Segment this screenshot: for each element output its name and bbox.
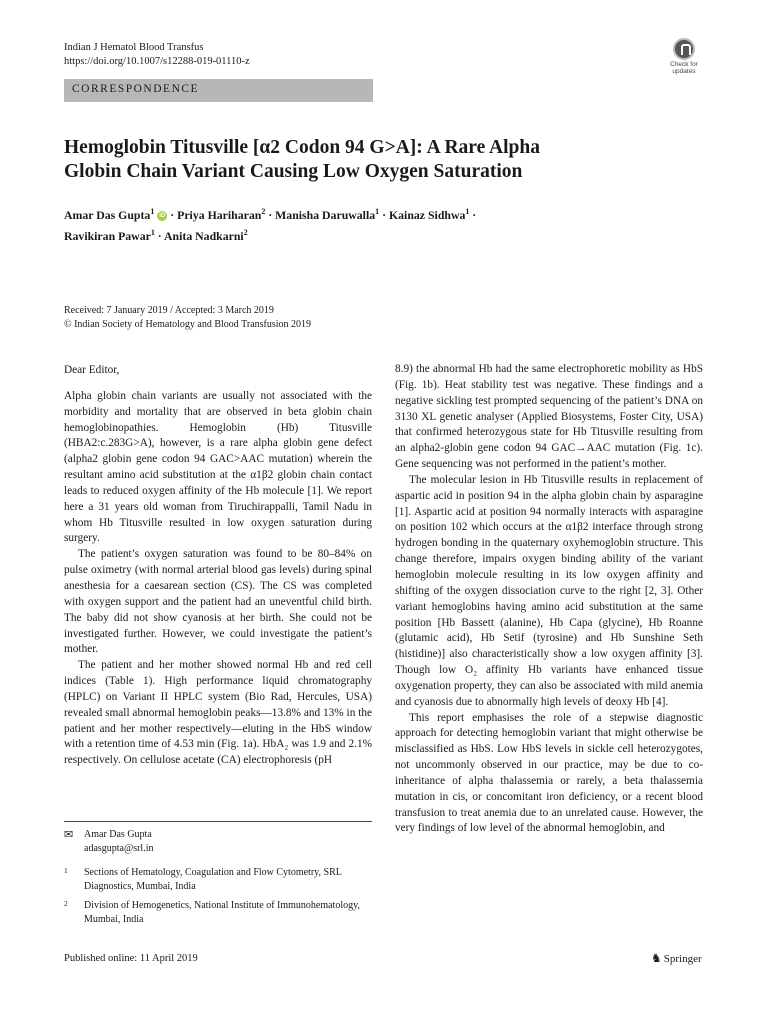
author-name: Amar Das Gupta <box>64 207 151 222</box>
paragraph: 8.9) the abnormal Hb had the same electrophoretic mobility as HbS (Fig. 1b). Heat stability test was negative. These findings and a negative sickling test prompted sequencing of the patient’s DNA on 3130 XL genetic analyser (Applied Biosystems, Foster City, USA) that confirmed heterozygous state for Hb Titusville resulting from an alpha2-globin gene codon 94 GAC→AAC mutation (Fig. 1c). Gene sequencing was not performed in the patient’s mother. <box>395 363 703 471</box>
envelope-icon: ✉ <box>64 828 74 841</box>
contact-email[interactable]: adasgupta@srl.in <box>84 843 154 854</box>
author-name: Kainaz Sidhwa <box>388 207 466 222</box>
body-column-right <box>395 362 703 837</box>
journal-header <box>64 41 250 69</box>
affiliation-2: 2 Division of Hemogenetics, National Institute of Immunohematology, Mumbai, India <box>64 899 360 925</box>
affiliation-1: 1 Sections of Hematology, Coagulation and Flow Cytometry, SRL Diagnostics, Mumbai, India <box>64 866 342 892</box>
section-label: CORRESPONDENCE <box>72 83 200 95</box>
author-list: Amar Das Gupta$^1$ iD · Priya Hariharan$^2$ · Manisha Daruwalla$^1$ · Kainaz Sidhwa$^1$ · Ravikiran Pawar$^1$ · Anita Nadkarni$^2$ <box>64 207 477 243</box>
corresponding-author <box>64 828 372 856</box>
publisher-logo <box>651 951 702 965</box>
body-column-left <box>64 363 372 769</box>
copyright: © Indian Society of Hematology and Blood Transfusion 2019 <box>64 319 312 330</box>
article-dates <box>64 304 311 332</box>
paragraph: The molecular lesion in Hb Titusville results in replacement of aspartic acid in position 94 in the alpha globin chain by asparagine [1]. Aspartic acid at position 94 normally interacts with asparagine on position 102 which occurs at the α1β2 interface through strong hydrogen bonding in the quaternary oxyhemoglobin structure. This change therefore, impairs oxygen binding ability of the variant hemoglobin molecule resulting in its low oxygen affinity and shifting of the oxygen dissociation curve to the right [2, 3]. Other variant hemoglobins having amino acid substitution at the same position [Hb Bassett (alanine), Hb Capa (glycine), Hb Roanne (glutamic acid), Hb Setif (tyrosine) and Hb Sunshine Seth (histidine)] also characteristically show a low oxygen affinity [3]. Though low O₂ affinity Hb variants have enhanced tissue oxygenation property, they can also be associated with mild anemia and cyanosis due to abnormally high levels of deoxy Hb [4]. <box>395 473 703 708</box>
published-date: Published online: 11 April 2019 <box>64 953 198 964</box>
paragraph: The patient’s oxygen saturation was found to be 80–84% on pulse oximetry (with normal arterial blood gas levels) during spinal anesthesia for a caesarean section (CS). The CS was completed with oxygen support and the patient had an uneventful child birth. The baby did not show cyanosis at her birth. She could not be investigated further. However, we could investigate the patient’s mother. <box>64 548 372 656</box>
salutation: Dear Editor, <box>64 364 120 376</box>
doi-link[interactable]: https://doi.org/10.1007/s12288-019-01110-z <box>64 56 250 67</box>
springer-horse-icon: ♞ <box>651 951 662 965</box>
orcid-icon[interactable]: iD <box>159 213 166 220</box>
check-for-updates-badge[interactable] <box>664 38 704 74</box>
author-name: Ravikiran Pawar <box>64 228 151 243</box>
paragraph: Alpha globin chain variants are usually not associated with the morbidity and mortality that are observed in beta globin chain hemoglobinopathies. Hemoglobin (Hb) Titusville (HBA2:c.283G>A), however, is a rare alpha globin gene defect (alpha2 globin gene codon 94 GAC>AAC mutation) wherein the resultant amino acid substitution at the α1β2 globin chain contact leads to reduced oxygen affinity of the Hb molecule [1]. We report here a 31 years old woman from Tiruchirappalli, Tamil Nadu in whom Hb Titusville resulted in low oxygen saturation during surgery. <box>64 389 372 545</box>
paragraph: The patient and her mother showed normal Hb and red cell indices (Table 1). High performance liquid chromatography (HPLC) on Variant II HPLC system (Bio Rad, Hercules, USA) revealed small abnormal hemoglobin peaks—13.8% and 13% in the patient and her mother respectively—eluting in the HbS window with a retention time of 4.53 min (Fig. 1a). HbA₂ was 1.9 and 2.1% respectively. On cellulose acetate (CA) electrophoresis (pH <box>64 659 372 767</box>
article-title: Hemoglobin Titusville [α2 Codon 94 G>A]: A Rare Alpha Globin Chain Variant Causing Low Oxygen Saturation <box>64 137 540 182</box>
author-name: Priya Hariharan <box>177 207 262 222</box>
section-label-bar <box>64 79 373 102</box>
publisher-name: Springer <box>663 953 702 965</box>
footnote-divider <box>64 821 372 822</box>
author-name: Anita Nadkarni <box>164 228 244 243</box>
author-name: Manisha Daruwalla <box>275 207 376 222</box>
contact-name: Amar Das Gupta <box>84 829 152 840</box>
check-for-updates-icon <box>673 38 695 60</box>
received-accepted: Received: 7 January 2019 / Accepted: 3 March 2019 <box>64 305 274 316</box>
journal-name: Indian J Hematol Blood Transfus <box>64 42 204 53</box>
paragraph: This report emphasises the role of a stepwise diagnostic approach for detecting hemoglobin variant that might otherwise be misclassified as HbS. Low HbS levels in sickle cell heterozygotes, not uncommonly observed in our practice, may be due to co-inheritance of alpha thalassemia or rarely, a beta thalassemia mutation in cis, or concomitant iron deficiency, or a recent blood transfusion to treat anemia due to an unrelated cause. However, the very findings of low level of the abnormal hemoglobin, and <box>395 711 703 835</box>
check-for-updates-label: Check for updates <box>670 61 698 75</box>
